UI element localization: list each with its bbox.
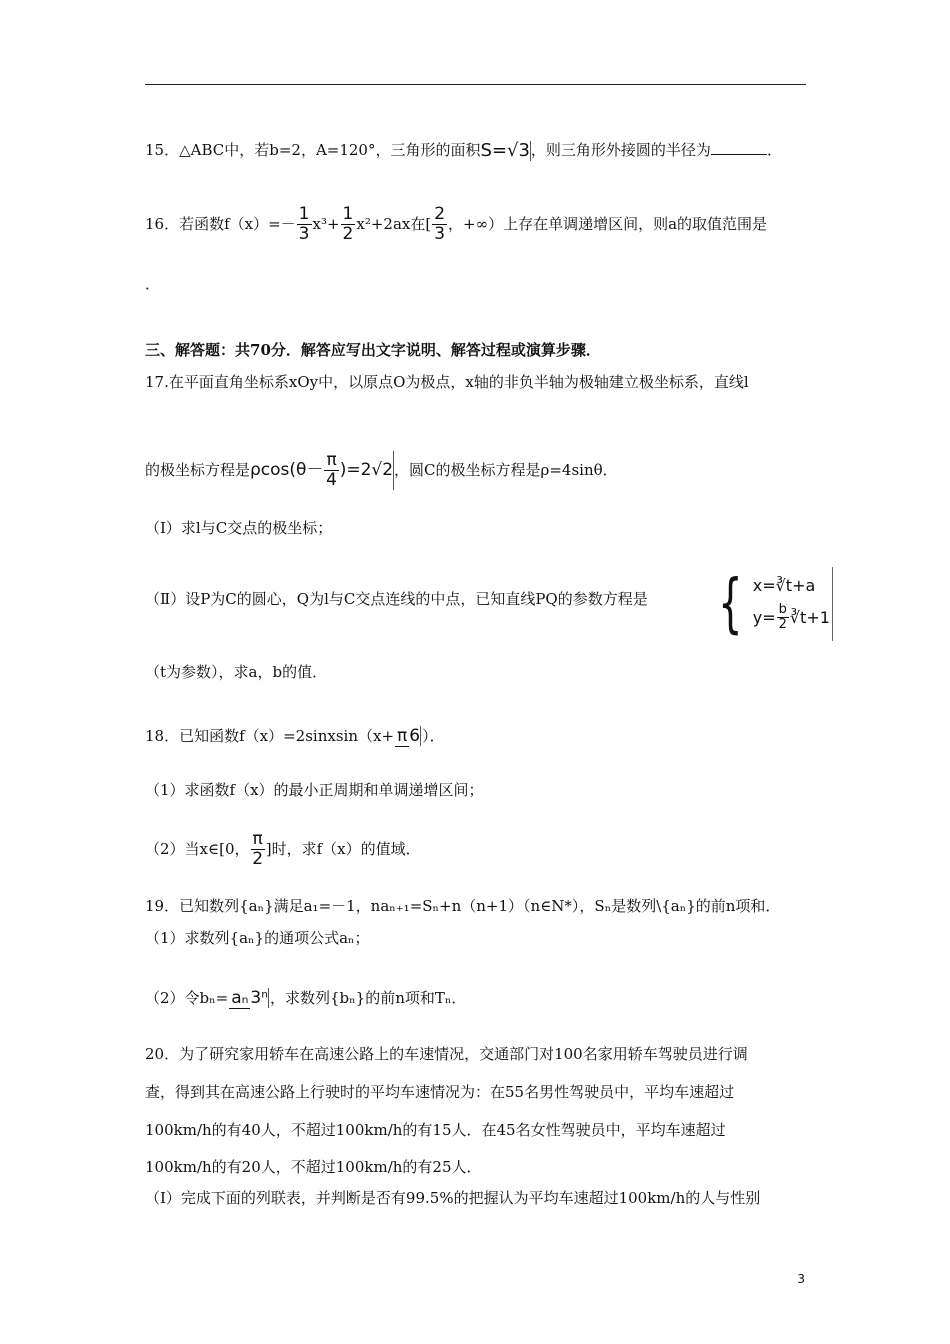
brace-icon: { [718,567,743,641]
question-19-part1: （1）求数列{aₙ}的通项公式aₙ； [145,929,370,947]
question-20-line4: 100km/h的有20人，不超过100km/h的有25人． [145,1158,482,1176]
area-formula: S=√3 [480,140,530,161]
question-15: 15．△ABC中，若b=2，A=120°，三角形的面积S=√3，则三角形外接圆的半径为 ． [145,140,782,161]
section-heading: 三、解答题：共70分．解答应写出文字说明、解答过程或演算步骤． [145,341,601,359]
question-17-part1: （Ⅰ）求l与C交点的极坐标； [145,519,333,537]
question-20-line3: 100km/h的有40人，不超过100km/h的有15人．在45名女性驾驶员中，平均车速超过 [145,1121,726,1139]
question-18: 18．已知函数f（x）=2sinxsin（x+ π 6 ）． [145,726,445,746]
fraction-pi-6: π 6 [397,726,421,746]
answer-blank [711,140,767,155]
page-number: 3 [797,1272,805,1286]
question-17-part2: （Ⅱ）设P为C的圆心，Q为l与C交点连线的中点，已知直线PQ的参数方程是 [145,590,648,608]
header-rule [145,84,806,85]
question-19-part2: （2）令bₙ= aₙ 3ⁿ ，求数列{bₙ}的前n项和Tₙ． [145,988,467,1008]
question-16-end: ． [145,275,161,293]
polar-equation: ρcos(θ－ $\frac{\pi}{4}$ )=2√2 [250,449,394,490]
question-18-part1: （1）求函数f（x）的最小正周期和单调递增区间； [145,781,484,799]
fraction-an-3n: aₙ 3ⁿ [231,988,269,1008]
parametric-system: { x=∛t+a y= $\frac{b}{2}$ ∛t+1 [710,567,833,641]
question-16: 16．若函数f（x）=－ $\frac{1}{3}$ x³+ $\frac{1}{2}$ x²+2ax在[ $\frac{2}{3}$ ，+∞）上存在单调递增区间，则a的取值范围是 [145,203,768,244]
fraction-1-3: $\frac{1}{3}$ [298,203,310,244]
question-19-line1: 19．已知数列{aₙ}满足a₁=－1，naₙ₊₁=Sₙ+n（n+1）（n∈N*），Sₙ是数列\{aₙ}的前n项和． [145,897,781,915]
question-20-line1: 20．为了研究家用轿车在高速公路上的车速情况，交通部门对100名家用轿车驾驶员进行调 [145,1045,748,1063]
question-17-line1: 17.在平面直角坐标系xOy中，以原点O为极点，x轴的非负半轴为极轴建立极坐标系，直线l [145,373,749,391]
fraction-pi-2: $\frac{\pi}{2}$ [252,828,264,869]
question-17-end: （t为参数），求a，b的值． [145,663,328,681]
fraction-1-2: $\frac{1}{2}$ [342,203,354,244]
fraction-2-3: $\frac{2}{3}$ [434,203,446,244]
question-20-line5: （Ⅰ）完成下面的列联表，并判断是否有99.5%的把握认为平均车速超过100km/h的人与性别 [145,1189,761,1207]
question-20-line2: 查，得到其在高速公路上行驶时的平均车速情况为：在55名男性驾驶员中，平均车速超过 [145,1083,735,1101]
question-17-line2: 的极坐标方程是 ρcos(θ－ $\frac{\pi}{4}$ )=2√2 ，圆C的极坐标方程是ρ=4sinθ． [145,449,618,490]
question-18-part2: （2）当x∈[0， $\frac{\pi}{2}$ ]时，求f（x）的值域． [145,828,421,869]
